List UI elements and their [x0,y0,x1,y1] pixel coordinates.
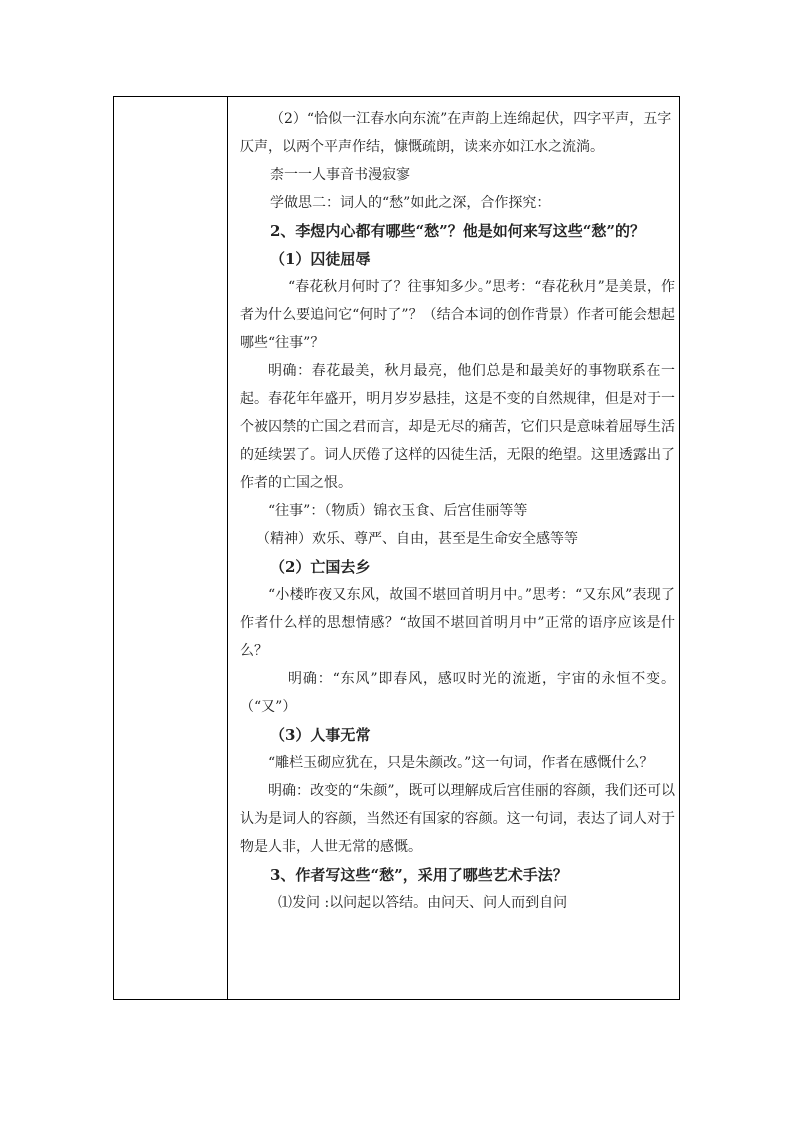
text-paragraph: 明确：“东风”即春风，感叹时光的流逝，宇宙的永恒不变。（“又”） [240,671,675,715]
text-line: （精神）欢乐、尊严、自由，甚至是生命安全感等等 [256,531,578,547]
text-line: “往事”：（物质）锦衣玉食、后宫佳丽等等 [268,503,528,519]
subsection-heading: （2）亡国去乡 [270,558,371,576]
text-line: “雕栏玉砌应犹在，只是朱颜改。”这一句词，作者在感慨什么？ [268,755,654,771]
text-paragraph: （2）“恰似一江春水向东流”在声韵上连绵起伏，四字平声，五字 [270,111,672,127]
text-line: 学做思二：词人的“愁”如此之深，合作探究： [270,195,551,211]
text-line: 仄声，以两个平声作结，慷慨疏朗，读来亦如江水之流淌。 [240,139,604,155]
text-paragraph: “春花秋月何时了？往事知多少。”思考：“春花秋月”是美景，作者为什么要追问它“何时了”？（结合本词的创作背景）作者可能会想起哪些“往事”？ [240,279,675,351]
subsection-heading: （3）人事无常 [270,726,371,744]
lesson-table [113,96,680,1000]
section-heading: 2、李煜内心都有哪些“愁”？他是如何来写这些“愁”的？ [270,222,645,240]
text-paragraph: “小楼昨夜又东风，故国不堪回首明月中。”思考：“又东风”表现了作者什么样的思想情感？“故国不堪回首明月中”正常的语序应该是什么？ [240,587,675,659]
column-divider [227,97,228,999]
text-line: ⑴发问 :以问起以答结。由问天、问人而到自问 [278,895,568,911]
content-cell [232,97,679,999]
subsection-heading: （1）囚徒屈辱 [270,250,371,268]
text-line: 柰一一人事音书漫寂寥 [270,167,410,183]
text-paragraph: 明确：春花最美，秋月最亮，他们总是和最美好的事物联系在一起。春花年年盛开，明月岁岁悬挂，这是不变的自然规律，但是对于一个被囚禁的亡国之君而言，却是无尽的痛苦，它们只是意味着屈辱生活的延续罢了。词人厌倦了这样的囚徒生活，无限的绝望。这里透露出了作者的亡国之恨。 [240,363,675,491]
section-heading: 3、作者写这些“愁”，采用了哪些艺术手法？ [270,866,568,884]
text-paragraph: 明确：改变的“朱颜”，既可以理解成后宫佳丽的容颜，我们还可以认为是词人的容颜，当然还有国家的容颜。这一句词，表达了词人对于物是人非，人世无常的感慨。 [240,783,675,855]
